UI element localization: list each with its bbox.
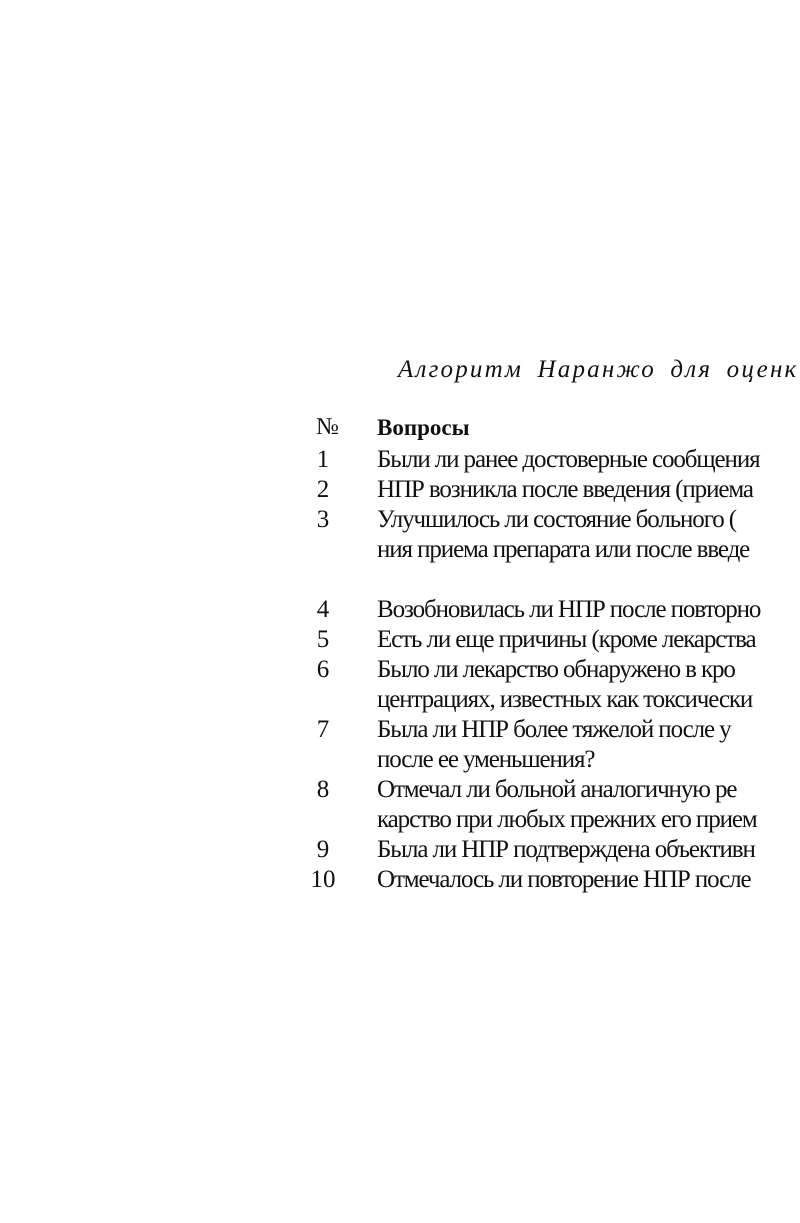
row-number: 9 [316, 836, 330, 863]
question-line: Было ли лекарство обнаружено в кро [377, 656, 735, 683]
question-line: Была ли НПР более тяжелой после у [377, 716, 731, 743]
question-line: Отмечалось ли повторение НПР после [377, 866, 751, 893]
row-number: 3 [316, 506, 330, 533]
question-line: Отмечал ли больной аналогичную ре [377, 776, 737, 803]
row-number: 5 [316, 626, 330, 653]
question-line: Были ли ранее достоверные сообщения [377, 446, 760, 473]
question-line: Возобновилась ли НПР после повторно [377, 596, 761, 623]
question-text [377, 655, 752, 715]
question-text [377, 775, 757, 835]
row-number: 4 [316, 596, 330, 623]
question-text [377, 475, 753, 505]
question-line: карство при любых прежних его прием [377, 806, 757, 833]
question-line: Улучшилось ли состояние больного ( [377, 506, 736, 533]
question-text [377, 595, 760, 625]
question-line: НПР возникла после введения (приема [377, 476, 753, 503]
header-number-label: № [316, 414, 339, 440]
row-number: 10 [310, 866, 336, 893]
question-text [377, 505, 749, 565]
row-number: 1 [316, 446, 330, 473]
question-text [377, 865, 751, 895]
row-number: 2 [316, 476, 330, 503]
question-text [377, 835, 755, 865]
question-text [377, 445, 760, 475]
question-line: центрациях, известных как токсически [377, 686, 753, 713]
row-number: 7 [316, 716, 330, 743]
row-number: 8 [316, 776, 330, 803]
header-questions-label: Вопросы [377, 415, 470, 440]
question-text [377, 625, 755, 655]
question-line: после ее уменьшения? [377, 746, 595, 773]
row-number: 6 [316, 656, 330, 683]
table-title: Алгоритм Наранжо для оценк [398, 356, 799, 383]
question-line: Была ли НПР подтверждена объективн [377, 836, 755, 863]
question-line: ния приема препарата или после введе [377, 536, 750, 563]
question-line: Есть ли еще причины (кроме лекарства [377, 626, 756, 653]
question-text [377, 715, 731, 775]
